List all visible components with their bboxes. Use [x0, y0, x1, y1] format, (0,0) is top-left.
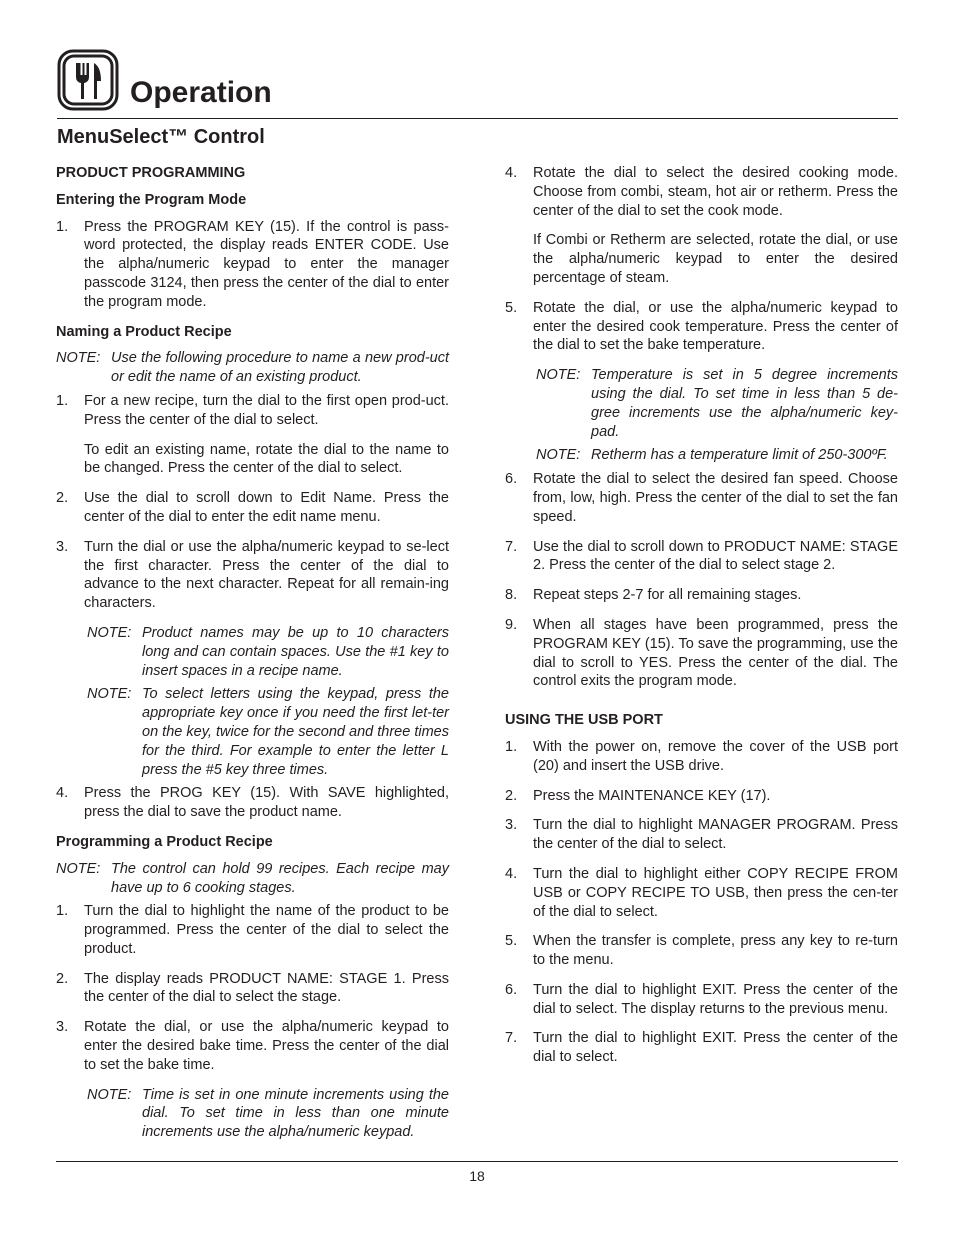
- page-number: 18: [469, 1168, 485, 1184]
- item-number: 6.: [505, 471, 518, 488]
- note: [56, 349, 449, 387]
- item-number: 5.: [505, 933, 518, 950]
- note-label: NOTE:: [56, 350, 101, 367]
- item-text: With the power on, remove the cover of the USB port (20) and insert the USB drive.: [533, 738, 898, 774]
- list-item: [505, 787, 898, 806]
- item-number: 4.: [505, 865, 518, 882]
- list-item: [505, 865, 898, 921]
- list-item: [505, 1029, 898, 1067]
- list-item: [56, 218, 449, 312]
- list-item: [56, 784, 449, 822]
- list-item: [56, 1018, 449, 1074]
- note-label: NOTE:: [87, 686, 132, 703]
- fork-knife-icon: [57, 49, 119, 111]
- item-text: Rotate the dial, or use the alpha/numeric keypad to enter the desired bake time. Press the center of the dial to set the bake time.: [84, 1019, 449, 1073]
- note-label: NOTE:: [87, 1086, 132, 1103]
- item-number: 2.: [56, 970, 69, 987]
- item-text: Press the MAINTENANCE KEY (17).: [533, 787, 771, 804]
- note-text: Product names may be up to 10 characters long and can contain spaces. Use the #1 key to insert spaces in a recipe name.: [142, 624, 449, 679]
- item-text: When the transfer is complete, press any key to re-turn to the menu.: [533, 933, 898, 969]
- list-item: [505, 616, 898, 691]
- note-text: Time is set in one minute increments using the dial. To set time in less than one minute increments use the alpha/numeric keypad.: [142, 1086, 449, 1141]
- paragraph: If Combi or Retherm are selected, rotate the dial, or use the alpha/numeric keypad to enter the desired percentage of steam.: [533, 232, 898, 286]
- item-number: 1.: [56, 903, 69, 920]
- item-number: 1.: [56, 218, 69, 235]
- note-label: NOTE:: [87, 624, 132, 641]
- note-text: The control can hold 99 recipes. Each recipe may have up to 6 cooking stages.: [111, 860, 449, 896]
- item-number: 9.: [505, 616, 518, 633]
- item-number: 1.: [505, 738, 518, 755]
- item-text: Turn the dial to highlight either COPY RECIPE FROM USB or COPY RECIPE TO USB, then press the cen-ter of the dial to select.: [533, 865, 898, 920]
- item-text: Turn the dial to highlight EXIT. Press the center of the dial to select.: [533, 1030, 898, 1066]
- list-item: [56, 538, 449, 613]
- note: [87, 1086, 449, 1142]
- left-column: [56, 164, 449, 1147]
- item-text: When all stages have been programmed, press the PROGRAM KEY (15). To save the programming, use the dial to scroll to YES. Press the center of the dial. The control exits the program mode.: [533, 616, 898, 690]
- item-number: 4.: [505, 165, 518, 181]
- note-text: Use the following procedure to name a new prod-uct or edit the name of an existing product.: [111, 350, 449, 386]
- item-text: Turn the dial to highlight MANAGER PROGRAM. Press the center of the dial to select.: [533, 817, 898, 853]
- list-item: [505, 738, 898, 776]
- right-column: [505, 164, 898, 1078]
- note: [87, 685, 449, 779]
- note: [536, 366, 898, 441]
- note-label: NOTE:: [56, 860, 101, 877]
- item-number: 8.: [505, 587, 518, 604]
- list-item: [505, 981, 898, 1019]
- item-text: The display reads PRODUCT NAME: STAGE 1. Press the center of the dial to select the stage.: [84, 970, 449, 1006]
- section-title: MenuSelect™ Control: [57, 126, 265, 148]
- footer-rule: [56, 1161, 898, 1162]
- item-text: Press the PROG KEY (15). With SAVE highlighted, press the dial to save the product name.: [84, 785, 449, 821]
- item-text: For a new recipe, turn the dial to the first open prod-uct. Press the center of the dial to select.: [84, 392, 449, 428]
- list-item: [56, 489, 449, 527]
- list-item: [505, 164, 898, 220]
- note: [536, 446, 898, 465]
- heading-usb-port: USING THE USB PORT: [505, 712, 663, 729]
- item-number: 4.: [56, 785, 69, 802]
- item-number: 7.: [505, 1030, 518, 1047]
- item-number: 5.: [505, 299, 518, 316]
- heading-product-programming: PRODUCT PROGRAMMING: [56, 165, 246, 181]
- note: [56, 860, 449, 898]
- item-text: Use the dial to scroll down to PRODUCT NAME: STAGE 2. Press the center of the dial to select stage 2.: [533, 538, 898, 574]
- heading-naming-recipe: Naming a Product Recipe: [56, 323, 232, 340]
- item-number: 3.: [56, 1019, 69, 1036]
- note-text: Temperature is set in 5 degree increments using the dial. To set time in less than 5 de-gree increments use the alpha/numeric key-pad.: [591, 367, 898, 440]
- item-text: Press the PROGRAM KEY (15). If the control is pass-word protected, the display reads ENTER CODE. Use the alpha/numeric keypad to enter the manager passcode 3124, then press the center of the dial to enter the program mode.: [84, 218, 449, 310]
- item-number: 1.: [56, 392, 69, 409]
- note-text: Retherm has a temperature limit of 250-300ºF.: [591, 447, 888, 464]
- item-text: Use the dial to scroll down to Edit Name. Press the center of the dial to enter the edit name menu.: [84, 490, 449, 525]
- heading-programming-recipe: Programming a Product Recipe: [56, 833, 273, 850]
- list-item: [56, 902, 449, 958]
- item-number: 3.: [505, 817, 518, 834]
- item-text: Rotate the dial, or use the alpha/numeric keypad to enter the desired cook temperature. Press the center of the dial to set the bake temperature.: [533, 299, 898, 354]
- paragraph: To edit an existing name, rotate the dial to the name to be changed. Press the center of the dial to select.: [84, 441, 449, 477]
- item-number: 6.: [505, 981, 518, 998]
- note: [87, 624, 449, 680]
- page-title: Operation: [130, 76, 272, 109]
- list-item: [505, 538, 898, 576]
- item-number: 3.: [56, 538, 69, 555]
- list-item: [505, 932, 898, 970]
- list-item: [56, 392, 449, 430]
- list-item: [56, 970, 449, 1008]
- item-text: Repeat steps 2-7 for all remaining stages.: [533, 587, 802, 604]
- list-item: [505, 586, 898, 605]
- item-text: Turn the dial or use the alpha/numeric keypad to se-lect the first character. Press the center of the dial to advance to the next character. Repeat for all remain-ing characters.: [84, 538, 449, 612]
- note-text: To select letters using the keypad, press the appropriate key once if you need the first let-ter on the key, twice for the second and three times for the third. For example to enter the letter L press the #5 key three times.: [142, 686, 449, 778]
- note-label: NOTE:: [536, 447, 581, 464]
- item-number: 2.: [505, 787, 518, 804]
- header-rule: [57, 118, 898, 119]
- list-item: [505, 816, 898, 854]
- item-text: Rotate the dial to select the desired fan speed. Choose from, low, high. Press the center of the dial to set the fan speed.: [533, 471, 898, 525]
- item-number: 2.: [56, 490, 69, 507]
- note-label: NOTE:: [536, 367, 581, 384]
- list-item: [505, 299, 898, 355]
- item-text: Turn the dial to highlight EXIT. Press the center of the dial to select. The display returns to the previous menu.: [533, 981, 898, 1017]
- item-text: Turn the dial to highlight the name of the product to be programmed. Press the center of the dial to select the product.: [84, 903, 449, 957]
- heading-entering-program-mode: Entering the Program Mode: [56, 191, 247, 208]
- item-number: 7.: [505, 538, 518, 555]
- list-item: [505, 470, 898, 526]
- item-text: Rotate the dial to select the desired cooking mode. Choose from combi, steam, hot air or retherm. Press the center of the dial to set the cook mode.: [533, 165, 898, 219]
